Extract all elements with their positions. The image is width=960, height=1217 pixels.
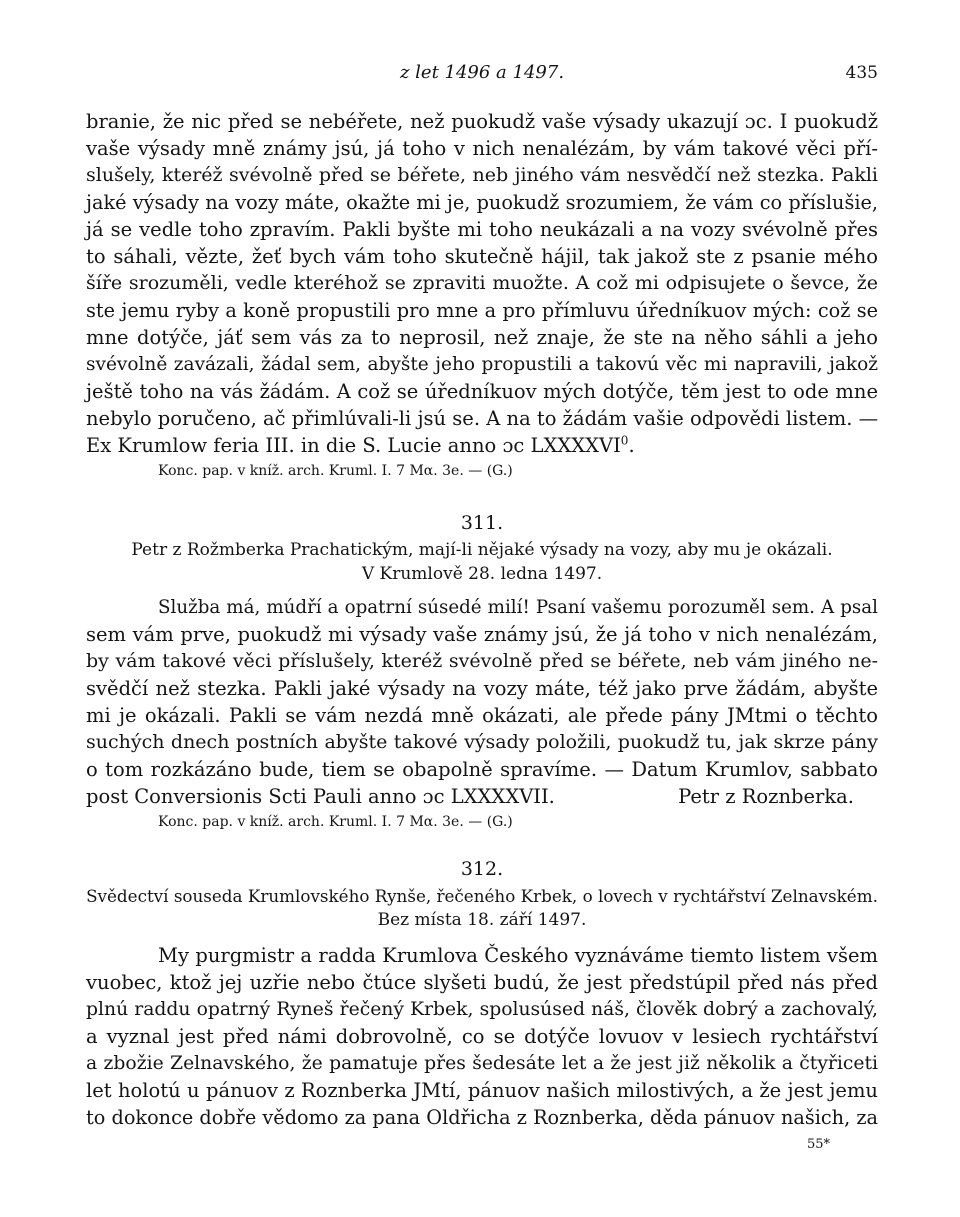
document-number: 312. bbox=[460, 858, 504, 880]
text-line: to dokonce dobře vědomo za pana Oldřicha z Roznberka, děda pánuov našich, za bbox=[86, 1106, 878, 1129]
text-line: branie, že nic před se nebéřete, než puokudž vaše výsady ukazují ɔc. I puokudž bbox=[86, 110, 878, 133]
text-line: vuobec, ktož jej uzřie nebo čtúce slyšeti budú, že jest předstúpil před nás před bbox=[86, 971, 878, 994]
dating-superscript: 0 bbox=[620, 433, 629, 448]
text-line: ste jemu ryby a koně propustili pro mne a pro přímluvu úředníkuov mých: což se bbox=[86, 299, 878, 322]
text-line: let holotú u pánuov z Roznberka JMtí, pánuov našich milostivých, a že jest jemu bbox=[86, 1079, 878, 1102]
source-note: Konc. pap. v kníž. arch. Kruml. I. 7 Mα. 3e. — (G.) bbox=[158, 463, 513, 479]
text-line: to sáhali, vězte, žeť bych vám toho skutečně hájil, tak jakož ste z psanie mého bbox=[86, 245, 878, 268]
dating-text: Ex Krumlow feria III. in die S. Lucie anno ɔc LXXXXVI bbox=[86, 434, 621, 457]
document-311 bbox=[86, 508, 878, 834]
text-line: a vyznal jest před námi dobrovolně, co se dotýče lovuov v lesiech rychtářství bbox=[86, 1025, 878, 1048]
text-line: nebylo poručeno, ač přimlúvali-li jsú se. A na to žádám vašie odpovědi listem. — bbox=[86, 407, 879, 430]
regest-date: V Krumlově 28. ledna 1497. bbox=[361, 564, 603, 584]
text-line: ještě toho na vás žádám. A což se úředníkuov mých dotýče, těm jest to ode mne bbox=[86, 380, 878, 403]
text-line: plnú raddu opatrný Ryneš řečený Krbek, spolusúsed náš, člověk dobrý a zachovalý, bbox=[86, 999, 878, 1020]
document-312 bbox=[86, 854, 878, 1131]
text-line: mi je okázali. Pakli se vám nezdá mně okázati, ale přede pány JMtmi o těchto bbox=[86, 704, 878, 727]
text-line: vaše výsady mně známy jsú, já toho v nich nenalézám, by vám takové věci pří- bbox=[86, 137, 878, 160]
text-line: jaké výsady na vozy máte, okažte mi je, puokudž srozumiem, že vám co příslušie, bbox=[86, 191, 878, 214]
regest-date: Bez místa 18. září 1497. bbox=[377, 910, 587, 930]
text-line: já se vedle toho zpravím. Pakli byšte mi toho neukázali a na vozy svévolně přes bbox=[86, 218, 878, 241]
document-number: 311. bbox=[460, 512, 504, 534]
text-line: slušely, kteréž svévolně před se béřete, neb jiného vám nesvědčí než stezka. Pakli bbox=[86, 164, 878, 186]
text-line: My purgmistr a radda Krumlova Českého vyznáváme tiemto listem všem bbox=[158, 944, 878, 967]
running-title: z let 1496 a 1497. bbox=[399, 62, 565, 83]
text-line: o tom rozkázáno bude, tiem se obapolně spravíme. — Datum Krumlov, sabbato bbox=[86, 758, 878, 781]
text-line: šíře srozuměli, vedle kteréhož se zpraviti muožte. A což mi odpisujete o ševce, že bbox=[86, 272, 878, 294]
source-note: Konc. pap. v kníž. arch. Kruml. I. 7 Mα. 3e. — (G.) bbox=[158, 814, 513, 830]
text-line: mne dotýče, jáť sem vás za to neprosil, než znaje, že ste na něho sáhli a jeho bbox=[86, 326, 878, 349]
text-line: svévolně zavázali, žádal sem, abyšte jeho propustili a takovú věc mi napravili, jakož bbox=[86, 354, 878, 375]
text-line: svědčí než stezka. Pakli jaké výsady na vozy máte, též jako prve žádám, abyšte bbox=[86, 677, 878, 700]
text-line: by vám takové věci příslušely, kteréž svévolně před se béřete, neb vám jiného ne- bbox=[86, 650, 878, 672]
dating-line bbox=[86, 432, 878, 459]
regest-line: Petr z Rožmberka Prachatickým, mají-li nějaké výsady na vozy, aby mu je okázali. bbox=[131, 540, 833, 560]
text-line: a zbožie Zelnavského, že pamatuje přes šedesáte let a že jest již několik a čtyřiceti bbox=[86, 1053, 878, 1074]
closing-line bbox=[86, 783, 878, 810]
dating-text: post Conversionis Scti Pauli anno ɔc LXXXXVII. bbox=[86, 785, 555, 808]
regest-line: Svědectví souseda Krumlovského Rynše, řečeného Krbek, o lovech v rychtářství Zelnavském. bbox=[86, 886, 878, 906]
running-head bbox=[86, 62, 878, 86]
text-line: sem vám prve, puokudž mi výsady vaše známy jsú, že já toho v nich nenalézám, bbox=[86, 623, 878, 646]
signature: Petr z Roznberka. bbox=[678, 785, 854, 808]
page-number: 435 bbox=[845, 63, 878, 83]
text-line: Služba má, múdří a opatrní súsedé milí! Psaní vašemu porozuměl sem. A psal bbox=[158, 597, 878, 618]
continuation-text bbox=[86, 108, 878, 483]
dating-end: . bbox=[628, 434, 635, 457]
sheet-signature-mark: 55* bbox=[806, 1137, 830, 1152]
text-line: suchých dnech postních abyšte takové výsady položili, puokudž tu, jak skrze pány bbox=[86, 731, 878, 753]
